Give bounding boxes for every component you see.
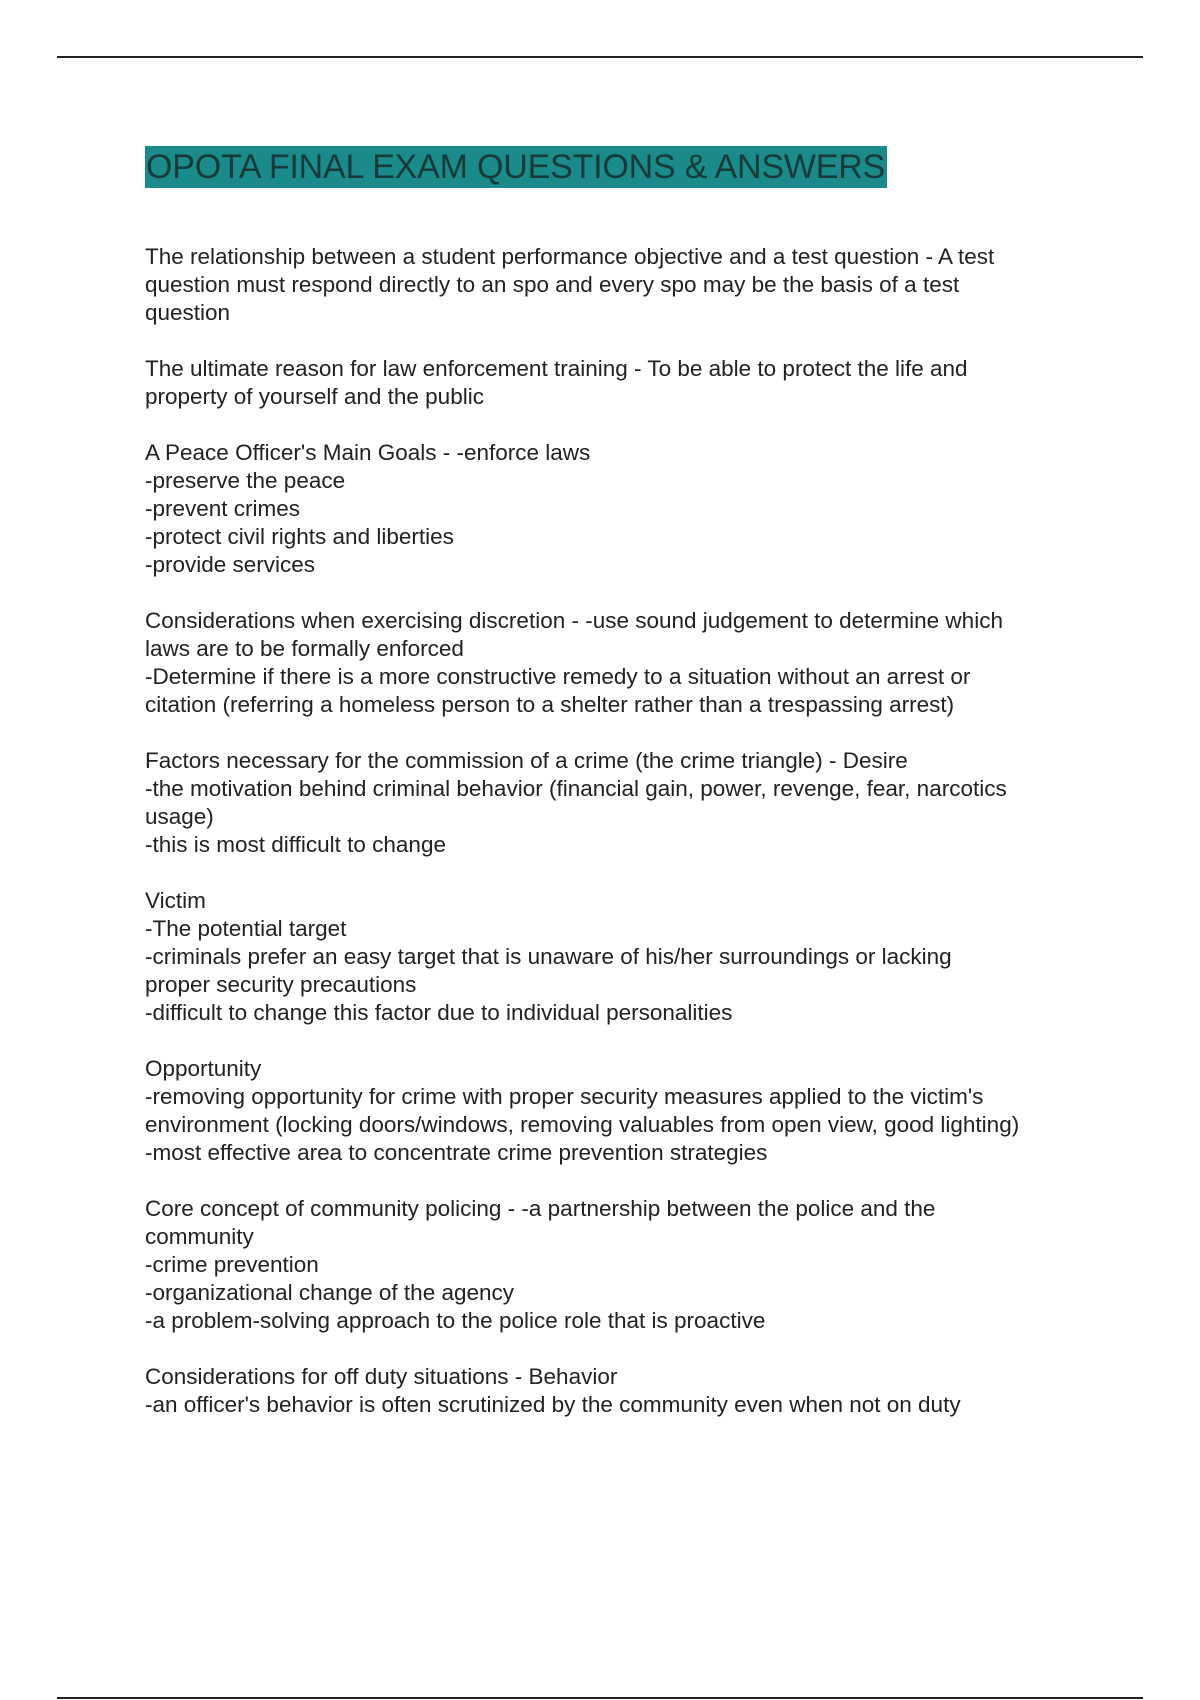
text-line: laws are to be formally enforced: [145, 636, 464, 661]
text-line: -a problem-solving approach to the police role that is proactive: [145, 1308, 766, 1333]
text-line: -criminals prefer an easy target that is unaware of his/her surroundings or lacking: [145, 944, 952, 969]
text-line: The relationship between a student performance objective and a test question - A test: [145, 244, 995, 269]
qa-block: [145, 355, 1095, 411]
document-title: OPOTA FINAL EXAM QUESTIONS & ANSWERS: [146, 148, 886, 186]
qa-block: [145, 607, 1095, 719]
text-line: -most effective area to concentrate crime prevention strategies: [145, 1140, 768, 1165]
text-line: -the motivation behind criminal behavior (financial gain, power, revenge, fear, narcotics: [145, 776, 1007, 801]
qa-block: [145, 1363, 1095, 1419]
qa-block: [145, 439, 1095, 579]
text-line: The ultimate reason for law enforcement training - To be able to protect the life and: [145, 356, 968, 381]
text-line: -organizational change of the agency: [145, 1280, 515, 1305]
text-line: usage): [145, 804, 214, 829]
text-line: -provide services: [145, 552, 316, 577]
text-line: -preserve the peace: [145, 468, 346, 493]
text-line: Factors necessary for the commission of a crime (the crime triangle) - Desire: [145, 748, 908, 773]
text-line: -difficult to change this factor due to individual personalities: [145, 1000, 733, 1025]
text-line: community: [145, 1224, 254, 1249]
text-line: Victim: [145, 888, 206, 913]
qa-block: [145, 747, 1095, 859]
top-rule: [57, 56, 1143, 58]
text-line: environment (locking doors/windows, removing valuables from open view, good lighting): [145, 1112, 1020, 1137]
text-line: Considerations when exercising discretion - -use sound judgement to determine which: [145, 608, 1003, 633]
text-line: citation (referring a homeless person to a shelter rather than a trespassing arrest): [145, 692, 955, 717]
text-line: property of yourself and the public: [145, 384, 484, 409]
bottom-rule: [57, 1697, 1143, 1699]
qa-block: [145, 1195, 1095, 1335]
text-line: -crime prevention: [145, 1252, 319, 1277]
document-body: [145, 243, 1095, 1447]
text-line: -removing opportunity for crime with proper security measures applied to the victim's: [145, 1084, 984, 1109]
text-line: proper security precautions: [145, 972, 417, 997]
text-line: -this is most difficult to change: [145, 832, 446, 857]
text-line: Core concept of community policing - -a partnership between the police and the: [145, 1196, 936, 1221]
text-line: -protect civil rights and liberties: [145, 524, 454, 549]
text-line: -an officer's behavior is often scrutinized by the community even when not on duty: [145, 1392, 961, 1417]
text-line: -The potential target: [145, 916, 347, 941]
text-line: Considerations for off duty situations - Behavior: [145, 1364, 618, 1389]
text-line: Opportunity: [145, 1056, 262, 1081]
text-line: question: [145, 300, 231, 325]
qa-block: [145, 243, 1095, 327]
qa-block: [145, 887, 1095, 1027]
text-line: -Determine if there is a more constructive remedy to a situation without an arrest or: [145, 664, 971, 689]
qa-block: [145, 1055, 1095, 1167]
text-line: A Peace Officer's Main Goals - -enforce laws: [145, 440, 591, 465]
text-line: question must respond directly to an spo and every spo may be the basis of a test: [145, 272, 960, 297]
text-line: -prevent crimes: [145, 496, 301, 521]
